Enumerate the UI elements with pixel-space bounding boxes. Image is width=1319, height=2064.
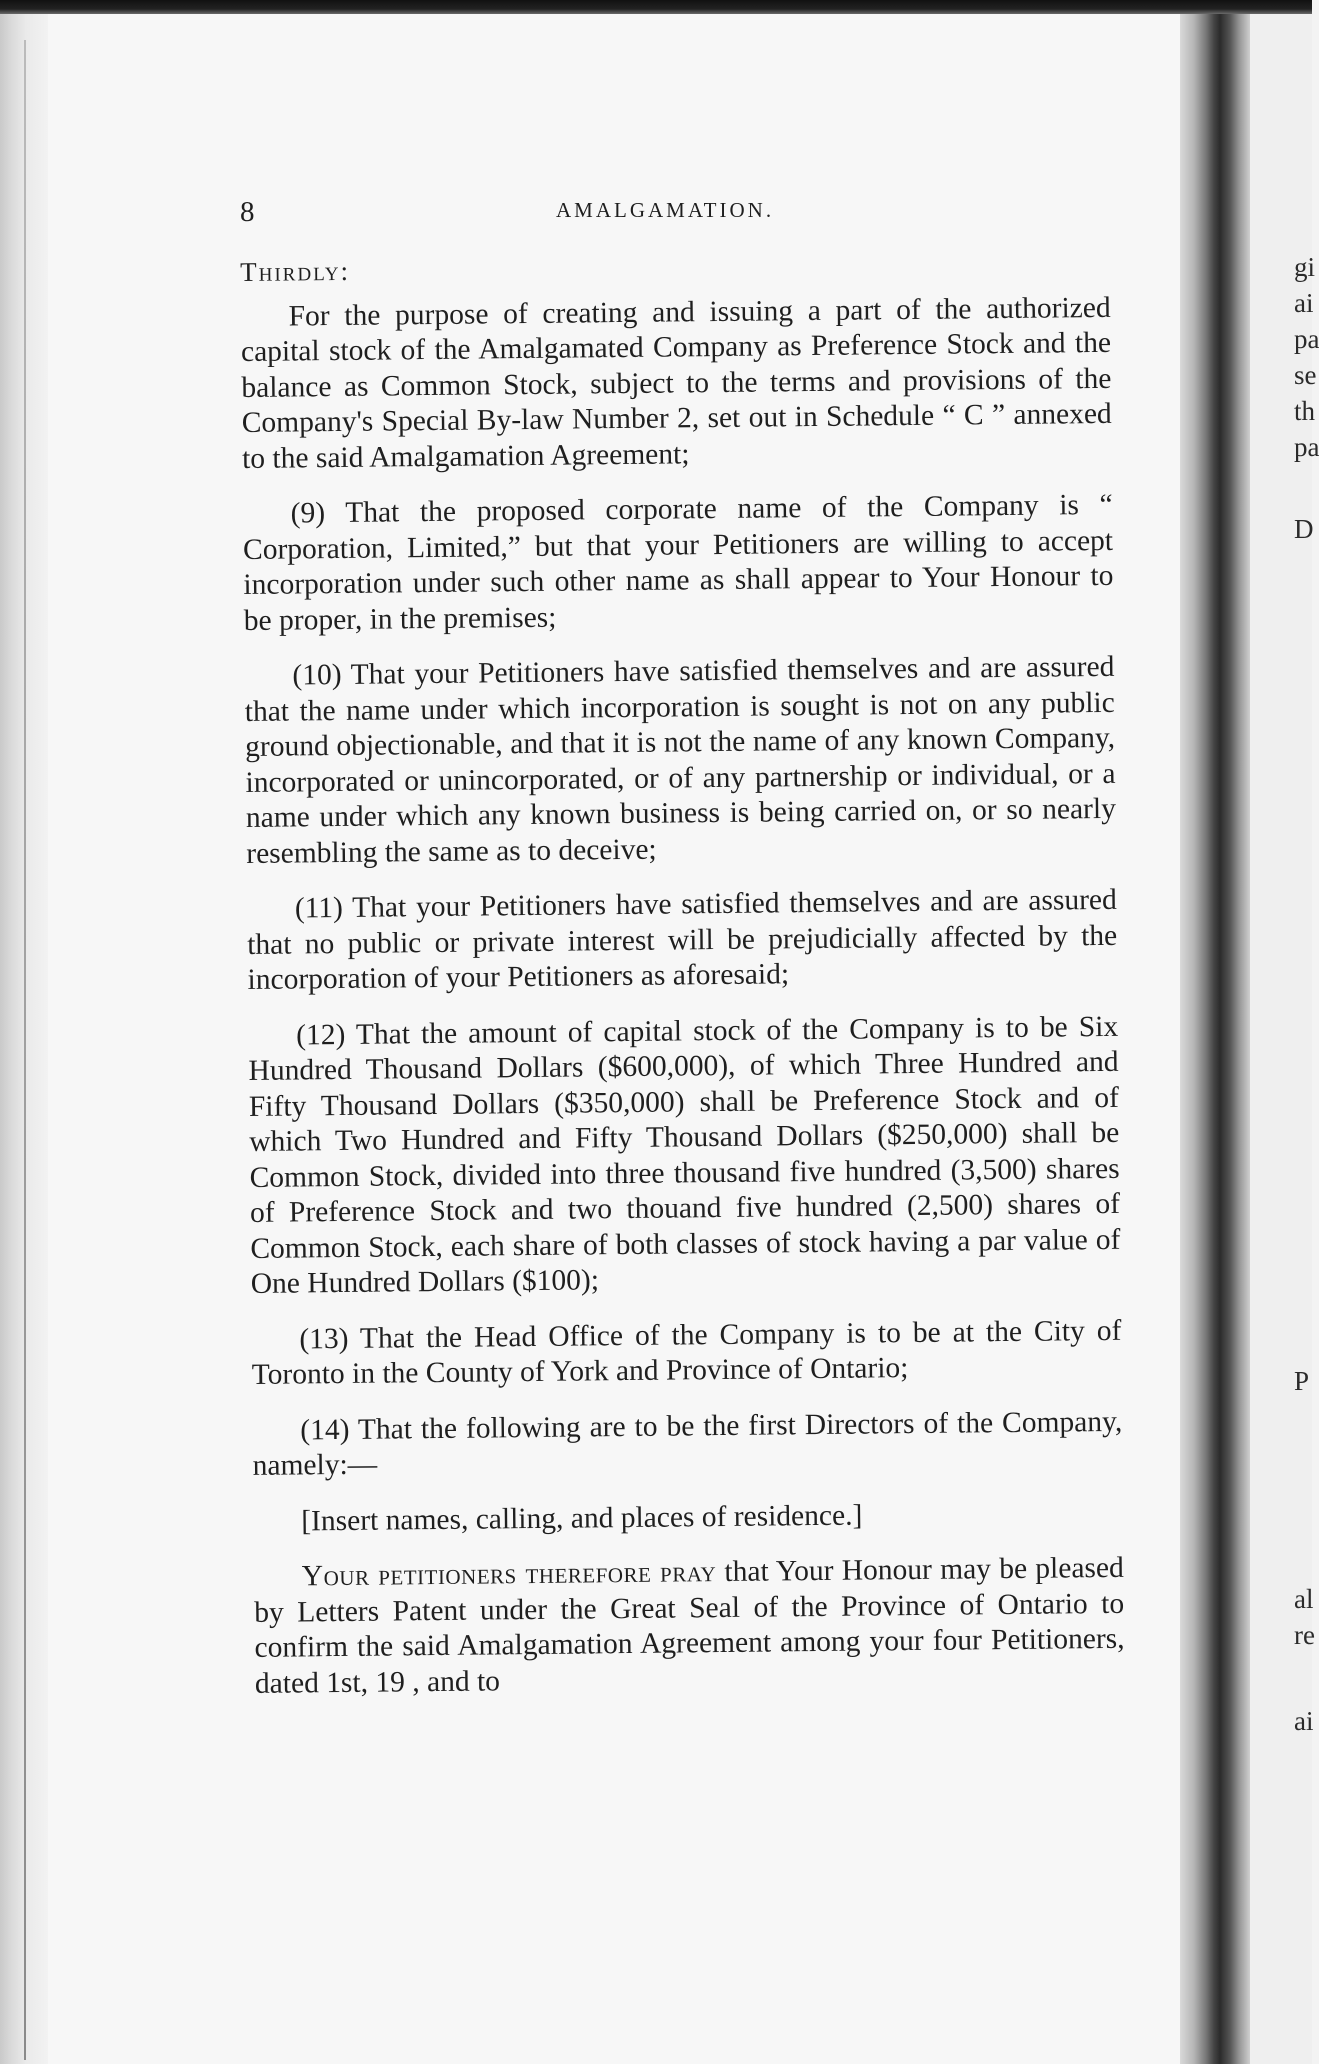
- paragraph-text: that Your Honour may be pleased by Letters Patent under the Great Seal of the Province of Ontario to confirm the said Amalgamation Agreement among your four Petitioners, dated 1st, 19 , and to: [254, 1551, 1125, 1700]
- scan-top-edge: [0, 0, 1312, 14]
- facing-page-fragment: se: [1294, 360, 1317, 390]
- paragraph-14: [252, 1404, 1123, 1484]
- paragraph-13: [251, 1313, 1122, 1393]
- facing-page-fragment: P: [1294, 1366, 1310, 1396]
- facing-page-fragment: th: [1294, 396, 1316, 426]
- insert-instruction: [253, 1495, 1123, 1540]
- paragraph-10: [244, 650, 1116, 872]
- paragraph-text: (13) That the Head Office of the Company is to be at the City of Toronto in the County of York and Province of Ontario;: [251, 1314, 1122, 1391]
- facing-page-fragment: al: [1294, 1584, 1314, 1614]
- page-number: 8: [240, 196, 255, 228]
- paragraph-purpose: [240, 290, 1112, 477]
- prayer-lead-in: Your petitioners therefore pray: [301, 1556, 717, 1593]
- facing-page-fragment: re: [1294, 1620, 1315, 1650]
- paragraph-text: (9) That the proposed corporate name of the Company is “ Corporation, Limited,” but that your Petitioners are willing to accept incorporation under such other name as shall appear to Your Honour to be proper, in the premises;: [242, 488, 1114, 637]
- scan-left-line: [24, 40, 26, 2060]
- facing-page: [1250, 14, 1319, 2064]
- facing-page-fragment: pa: [1294, 324, 1319, 354]
- paragraph-prayer: [254, 1551, 1125, 1702]
- paragraph-text: (11) That your Petitioners have satisfied themselves and are assured that no public or private interest will be prejudicially affected by the incorporation of your Petitioners as aforesaid;: [247, 883, 1118, 996]
- paragraph-text: (14) That the following are to be the first Directors of the Company, namely:—: [252, 1405, 1123, 1482]
- facing-page-fragment: gi: [1294, 252, 1316, 282]
- paragraph-text: (10) That your Petitioners have satisfied themselves and are assured that the name under which incorporation is sought is not on any public ground objectionable, and that it is not the name of any known Company, incorporated or unincorporated, or of any partnership or individual, or a name under which any known business is being carried on, or so nearly resembling the same as to deceive;: [244, 650, 1117, 870]
- facing-page-fragment: D: [1294, 514, 1314, 544]
- paragraph-9: [243, 488, 1114, 639]
- book-gutter: [1180, 14, 1250, 2064]
- paragraph-12: [248, 1009, 1121, 1302]
- paragraph-text: (12) That the amount of capital stock of the Company is to be Six Hundred Thousand Dollars ($600,000), of which Three Hundred and Fifty Thousand Dollars ($350,000) shall be Preference Stock and of which Two Hundred and Fifty Thousand Dollars ($250,000) shall be Common Stock, divided into three thousand five hundred (3,500) shares of Preference Stock and two thouand five hundred (2,500) shares of Common Stock, each share of both classes of stock having a par value of One Hundred Dollars ($100);: [248, 1010, 1121, 1300]
- page-header: [240, 196, 1120, 226]
- facing-page-fragment: ai: [1294, 1706, 1314, 1736]
- page-body: [240, 246, 1125, 1722]
- paragraph-11: [247, 883, 1118, 999]
- facing-page-fragment: pa: [1294, 432, 1319, 462]
- facing-page-fragment: ai: [1294, 288, 1314, 318]
- paragraph-text: [Insert names, calling, and places of residence.]: [301, 1499, 863, 1537]
- paragraph-text: For the purpose of creating and issuing a part of the authorized capital stock of the Amalgamated Company as Preference Stock and the balance as Common Stock, subject to the terms and provisions of the Company's Special By-law Number 2, set out in Schedule “ C ” annexed to the said Amalgamation Agreement;: [240, 291, 1112, 475]
- running-head: AMALGAMATION.: [556, 198, 775, 222]
- section-heading: Thirdly:: [240, 255, 351, 287]
